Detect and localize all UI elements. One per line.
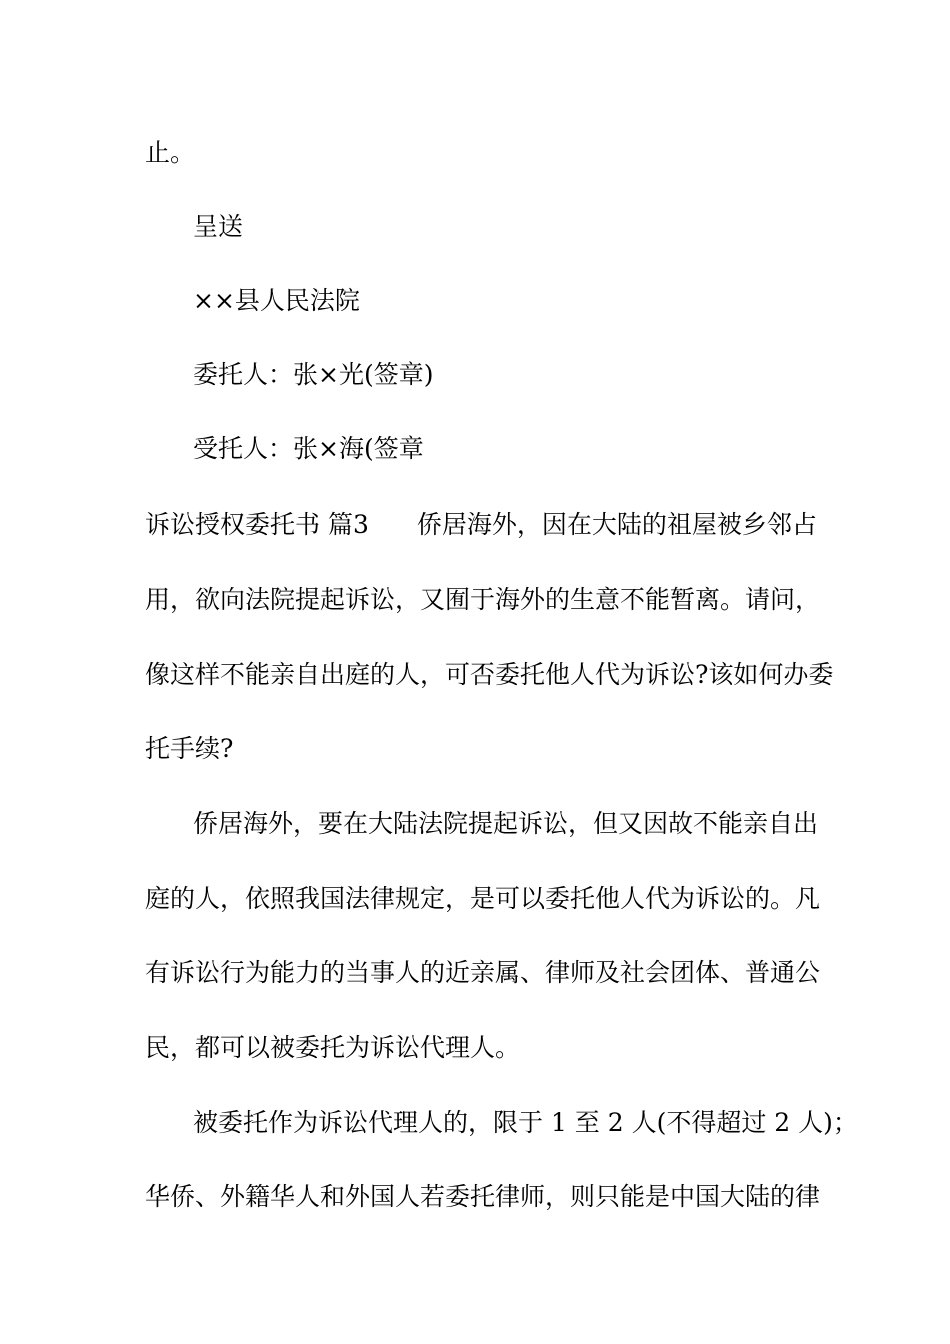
text-line: 用，欲向法院提起诉讼，又囿于海外的生意不能暂离。请问， [145,585,821,614]
text-line: 民，都可以被委托为诉讼代理人。 [145,1033,521,1062]
text-line: 庭的人，依照我国法律规定，是可以委托他人代为诉讼的。凡 [145,884,821,913]
text-line: 托手续? [145,734,234,763]
text-line: 止。 [145,138,196,167]
text-line: 像这样不能亲自出庭的人，可否委托他人代为诉讼?该如何办委 [145,660,834,689]
text-line: ××县人民法院 [193,286,360,315]
text-line: 呈送 [193,212,244,241]
text-line: 受托人：张×海(签章 [193,434,424,463]
section-title: 诉讼授权委托书 篇3 [145,510,369,539]
text-line: 委托人：张×光(签章) [193,360,434,389]
text-line: 有诉讼行为能力的当事人的近亲属、律师及社会团体、普通公 [145,958,821,987]
text-line: 华侨、外籍华人和外国人若委托律师，则只能是中国大陆的律 [145,1182,821,1211]
section-heading-line [145,510,817,540]
section-text: 侨居海外，因在大陆的祖屋被乡邻占 [416,510,817,539]
text-line: 被委托作为诉讼代理人的，限于 1 至 2 人(不得超过 2 人)； [193,1108,858,1137]
text-line: 侨居海外，要在大陆法院提起诉讼，但又因故不能亲自出 [193,809,819,838]
